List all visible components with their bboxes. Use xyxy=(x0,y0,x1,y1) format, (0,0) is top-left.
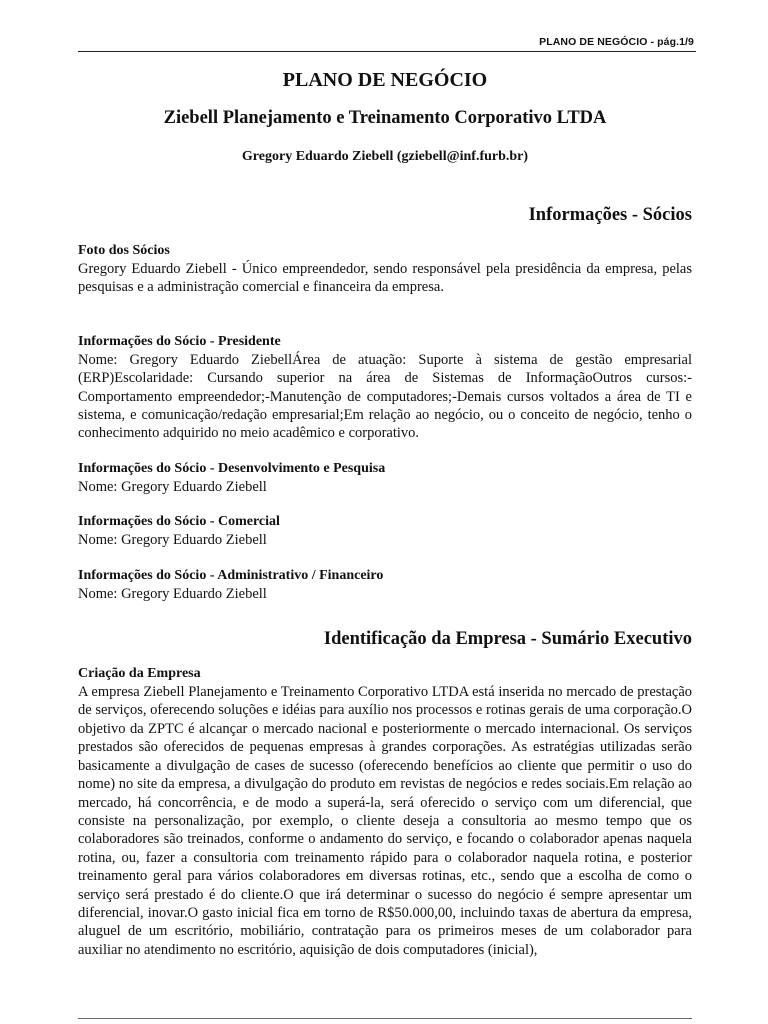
paragraph-socio-administrativo: Nome: Gregory Eduardo Ziebell xyxy=(78,585,267,602)
paragraph-foto-socios: Gregory Eduardo Ziebell - Único empreendedor, sendo responsável pela presidência da empresa, pelas pesquisas e a administração comercial e financeira da empresa. xyxy=(78,261,692,296)
running-header xyxy=(78,36,696,52)
section-title-socios: Informações - Sócios xyxy=(528,205,692,225)
section-title-identificacao: Identificação da Empresa - Sumário Executivo xyxy=(323,629,692,650)
page-content xyxy=(78,64,692,959)
subheading-socio-desenvolvimento: Informações do Sócio - Desenvolvimento e Pesquisa xyxy=(78,460,386,476)
document-title: PLANO DE NEGÓCIO xyxy=(282,69,488,91)
paragraph-socio-presidente: Nome: Gregory Eduardo ZiebellÁrea de atuação: Suporte à sistema de gestão empresarial (ERP)Escolaridade: Cursando superior na área de Sistemas de InformaçãoOutros cursos:-Comportamento empreendedor;-Manutenção de computadores;-Demais cursos voltados a área de TI e sistema, e comunicação/redação empresarial;Em relação ao negócio, ou o conceito de negócio, tenho o conhecimento adquirido no meio acadêmico e corporativo. xyxy=(78,351,692,442)
subheading-socio-presidente: Informações do Sócio - Presidente xyxy=(78,333,281,349)
paragraph-criacao-empresa: A empresa Ziebell Planejamento e Treinamento Corporativo LTDA está inserida no mercado de prestação de serviços, oferecendo soluções e idéias para auxílio nos processos e rotinas gerais de uma corporação.O objetivo da ZPTC é alcançar o mercado nacional e posteriormente o mercado internacional. Os serviços prestados são oferecidos de pequenas empresas à grandes corporações. As estratégias utilizadas serão basicamente a divulgação de cases de sucesso (oferecendo benefícios ao cliente que permitir o uso do nome) no site da empresa, a divulgação do produto em revistas de negócios e redes sociais.Em relação ao mercado, há concorrência, e de modo a superá-la, será oferecido o serviço com um diferencial, que consiste na personalização, por exemplo, o cliente deseja a consultoria ao mesmo tempo que os colaboradores são treinados, conforme o andamento do serviço, e focando o colaborador apenas naquela rotina, ou, fazer a consultoria com treinamento rápido para o colaborador naquela rotina, e posterior treinamento geral para vários colaboradores em diversas rotinas, etc., sendo que a escolha de como o serviço será prestado é do cliente.O que irá determinar o sucesso do negócio é sempre apresentar um diferencial, inovar.O gasto inicial fica em torno de R$50.000,00, incluindo taxas de abertura da empresa, aluguel de um escritório, mobiliário, contratação para os primeiros meses de um colaborador para auxiliar no atendimento no escritório, aquisição de dois computadores (inicial), xyxy=(78,684,692,958)
paragraph-socio-comercial: Nome: Gregory Eduardo Ziebell xyxy=(78,532,267,549)
subheading-socio-administrativo: Informações do Sócio - Administrativo / Financeiro xyxy=(78,567,384,583)
bottom-rule xyxy=(78,1018,692,1019)
subheading-socio-comercial: Informações do Sócio - Comercial xyxy=(78,514,280,530)
subheading-foto-socios: Foto dos Sócios xyxy=(78,243,170,258)
subheading-criacao-empresa: Criação da Empresa xyxy=(78,666,201,682)
company-name: Ziebell Planejamento e Treinamento Corporativo LTDA xyxy=(163,108,607,128)
paragraph-socio-desenvolvimento: Nome: Gregory Eduardo Ziebell xyxy=(78,478,267,495)
author-line: Gregory Eduardo Ziebell (gziebell@inf.furb.br) xyxy=(241,149,529,164)
running-header-title: PLANO DE NEGÓCIO - pág.1/9 xyxy=(539,36,694,48)
